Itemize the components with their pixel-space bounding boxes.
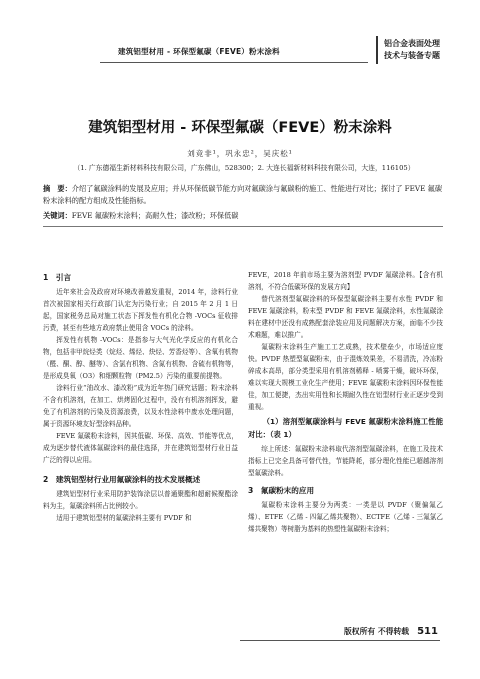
abstract-label: 摘 要： bbox=[43, 184, 72, 193]
copyright-notice: 版权所有 不得转载 bbox=[344, 627, 410, 636]
running-title: 建筑铝型材用 - 环保型氟碳（FEVE）粉末涂料 bbox=[118, 47, 280, 56]
paragraph: 近年来社会及政府对环境改善越发重视，2014 年，涂料行业首次被国家相关行政部门认定为污染行业；自 2015 年 2 月 1 日起，国家税务总局对施工状态下挥发性有机化合物 -VOCs 征收排污费，甚至有些地方政府禁止使用含 VOCs 的涂料。 bbox=[43, 288, 238, 332]
header-rule bbox=[100, 62, 368, 63]
keywords-text: FEVE 氟碳粉末涂料；高耐久性；漆改粉；环保低碳 bbox=[71, 211, 239, 220]
paragraph: 涂料行业“油改水、漆改粉”成为近年热门研究话题；粉末涂料不含有机溶剂，在加工、烘烤固化过程中，没有有机溶剂挥发，避免了有机溶剂的污染及资源浪费，以及水性涂料中废水处理问题，属于资源环境友好型涂料品种。 bbox=[43, 384, 238, 428]
column-label-line1: 铝合金表面处理 bbox=[384, 39, 440, 48]
header-divider bbox=[376, 36, 378, 64]
paragraph: 替代溶剂型氟碳涂料的环保型氟碳涂料主要有水性 PVDF 和 FEVE 氟碳涂料，粉末型 PVDF 和 FEVE 氟碳涂料，水性氟碳涂料在建材中还没有成熟配套涂装应用及问题解决方案，面临不少技术难题，难以推广。 bbox=[248, 295, 443, 339]
keywords-label: 关键词： bbox=[43, 211, 72, 220]
abstract-text: 介绍了氟碳涂料的发展及应用；并从环保低碳节能方向对氟碳涂与氟碳粉的施工、性能进行对比；探讨了 FEVE 氟碳粉末涂料的配方组成及性能指标。 bbox=[43, 184, 443, 205]
subsection-heading: （1）溶剂型氟碳涂料与 FEVE 氟碳粉末涂料施工性能对比：（表 1） bbox=[248, 417, 443, 439]
footer-rule bbox=[240, 640, 440, 641]
paragraph: 挥发性有机物 -VOCs：是指参与大气光化学反应的有机化合物，包括非甲烷烃类（烷烃、烯烃、炔烃、芳香烃等）、含氧有机物（醛、酮、醇、醚等）、含氯有机物、含氮有机物、含硫有机物等，是形成臭氧（O3）和细颗粒物（PM2.5）污染的重要前提物。 bbox=[43, 336, 238, 380]
article-title: 建筑铝型材用 - 环保型氟碳（FEVE）粉末涂料 bbox=[88, 120, 392, 136]
paragraph: 建筑铝型材行业采用防护装饰涂层以普通聚酯和超耐候聚酯涂料为主，氟碳涂料所占比例较小。 bbox=[43, 490, 238, 510]
column-label bbox=[384, 38, 440, 62]
abstract-rule bbox=[43, 226, 443, 227]
paragraph: 适用于建筑铝型材的氟碳涂料主要有 PVDF 和 bbox=[56, 514, 192, 522]
column-label-line2: 技术与装备专题 bbox=[384, 51, 440, 60]
right-column bbox=[248, 269, 443, 535]
abstract bbox=[43, 183, 443, 207]
section-3-heading: 3 氟碳粉末的应用 bbox=[248, 486, 315, 495]
section-1-heading: 1 引言 bbox=[43, 273, 72, 282]
page-number: 511 bbox=[417, 626, 438, 637]
paragraph: FEVE，2018 年前市场主要为溶剂型 PVDF 氟碳涂料。【含有机溶剂，不符合低碳环保的发展方向】 bbox=[248, 271, 443, 291]
paragraph: FEVE 氟碳粉末涂料，因其低碳、环保、高效、节能等优点，成为逐步替代液体氟碳涂料的最佳选择，并在建筑铝型材行业日益广泛的得以应用。 bbox=[43, 432, 238, 464]
paragraph: 氟碳粉末涂料主要分为两类：一类是以 PVDF（聚偏氟乙烯）、ETFE（乙烯 - 四氟乙烯共聚物）、ECTFE（乙烯 - 三氟氯乙烯共聚物）等树脂为基料的热塑性氟碳粉末涂料； bbox=[248, 501, 443, 533]
authors: 刘竞非¹，巩永忠²，吴庆松¹ bbox=[187, 149, 293, 158]
page-footer bbox=[344, 626, 438, 637]
paragraph: 综上所述：氟碳粉末涂料取代溶剂型氟碳涂料，在施工及技术指标上已完全具备可替代性，节能降耗，部分理化性能已超越溶剂型氟碳涂料。 bbox=[248, 445, 443, 477]
left-column bbox=[43, 269, 238, 524]
section-2-heading: 2 建筑铝型材行业用氟碳涂料的技术发展概述 bbox=[43, 475, 201, 484]
keywords bbox=[43, 210, 443, 222]
paragraph: 氟碳粉末涂料生产施工工艺成熟，技术壁垒少，市场适应度快。PVDF 热塑型氟碳粉末，由于混炼效果差，不易清洗，冷冻粉碎成本高昂，部分类型采用有机溶剂稀释 - 喷雾干燥，破坏环保，难以实现大规模工业化生产使用；FEVE 氟碳粉末涂料因环保性能佳，加工便捷，杰出实用性和长期耐久性在铝型材行业正逐步受到重视。 bbox=[248, 343, 443, 411]
affiliations: （1. 广东德福生新材料科技有限公司，广东佛山，528300；2. 大连长福新材料科技有限公司，大连，116105） bbox=[73, 164, 415, 172]
